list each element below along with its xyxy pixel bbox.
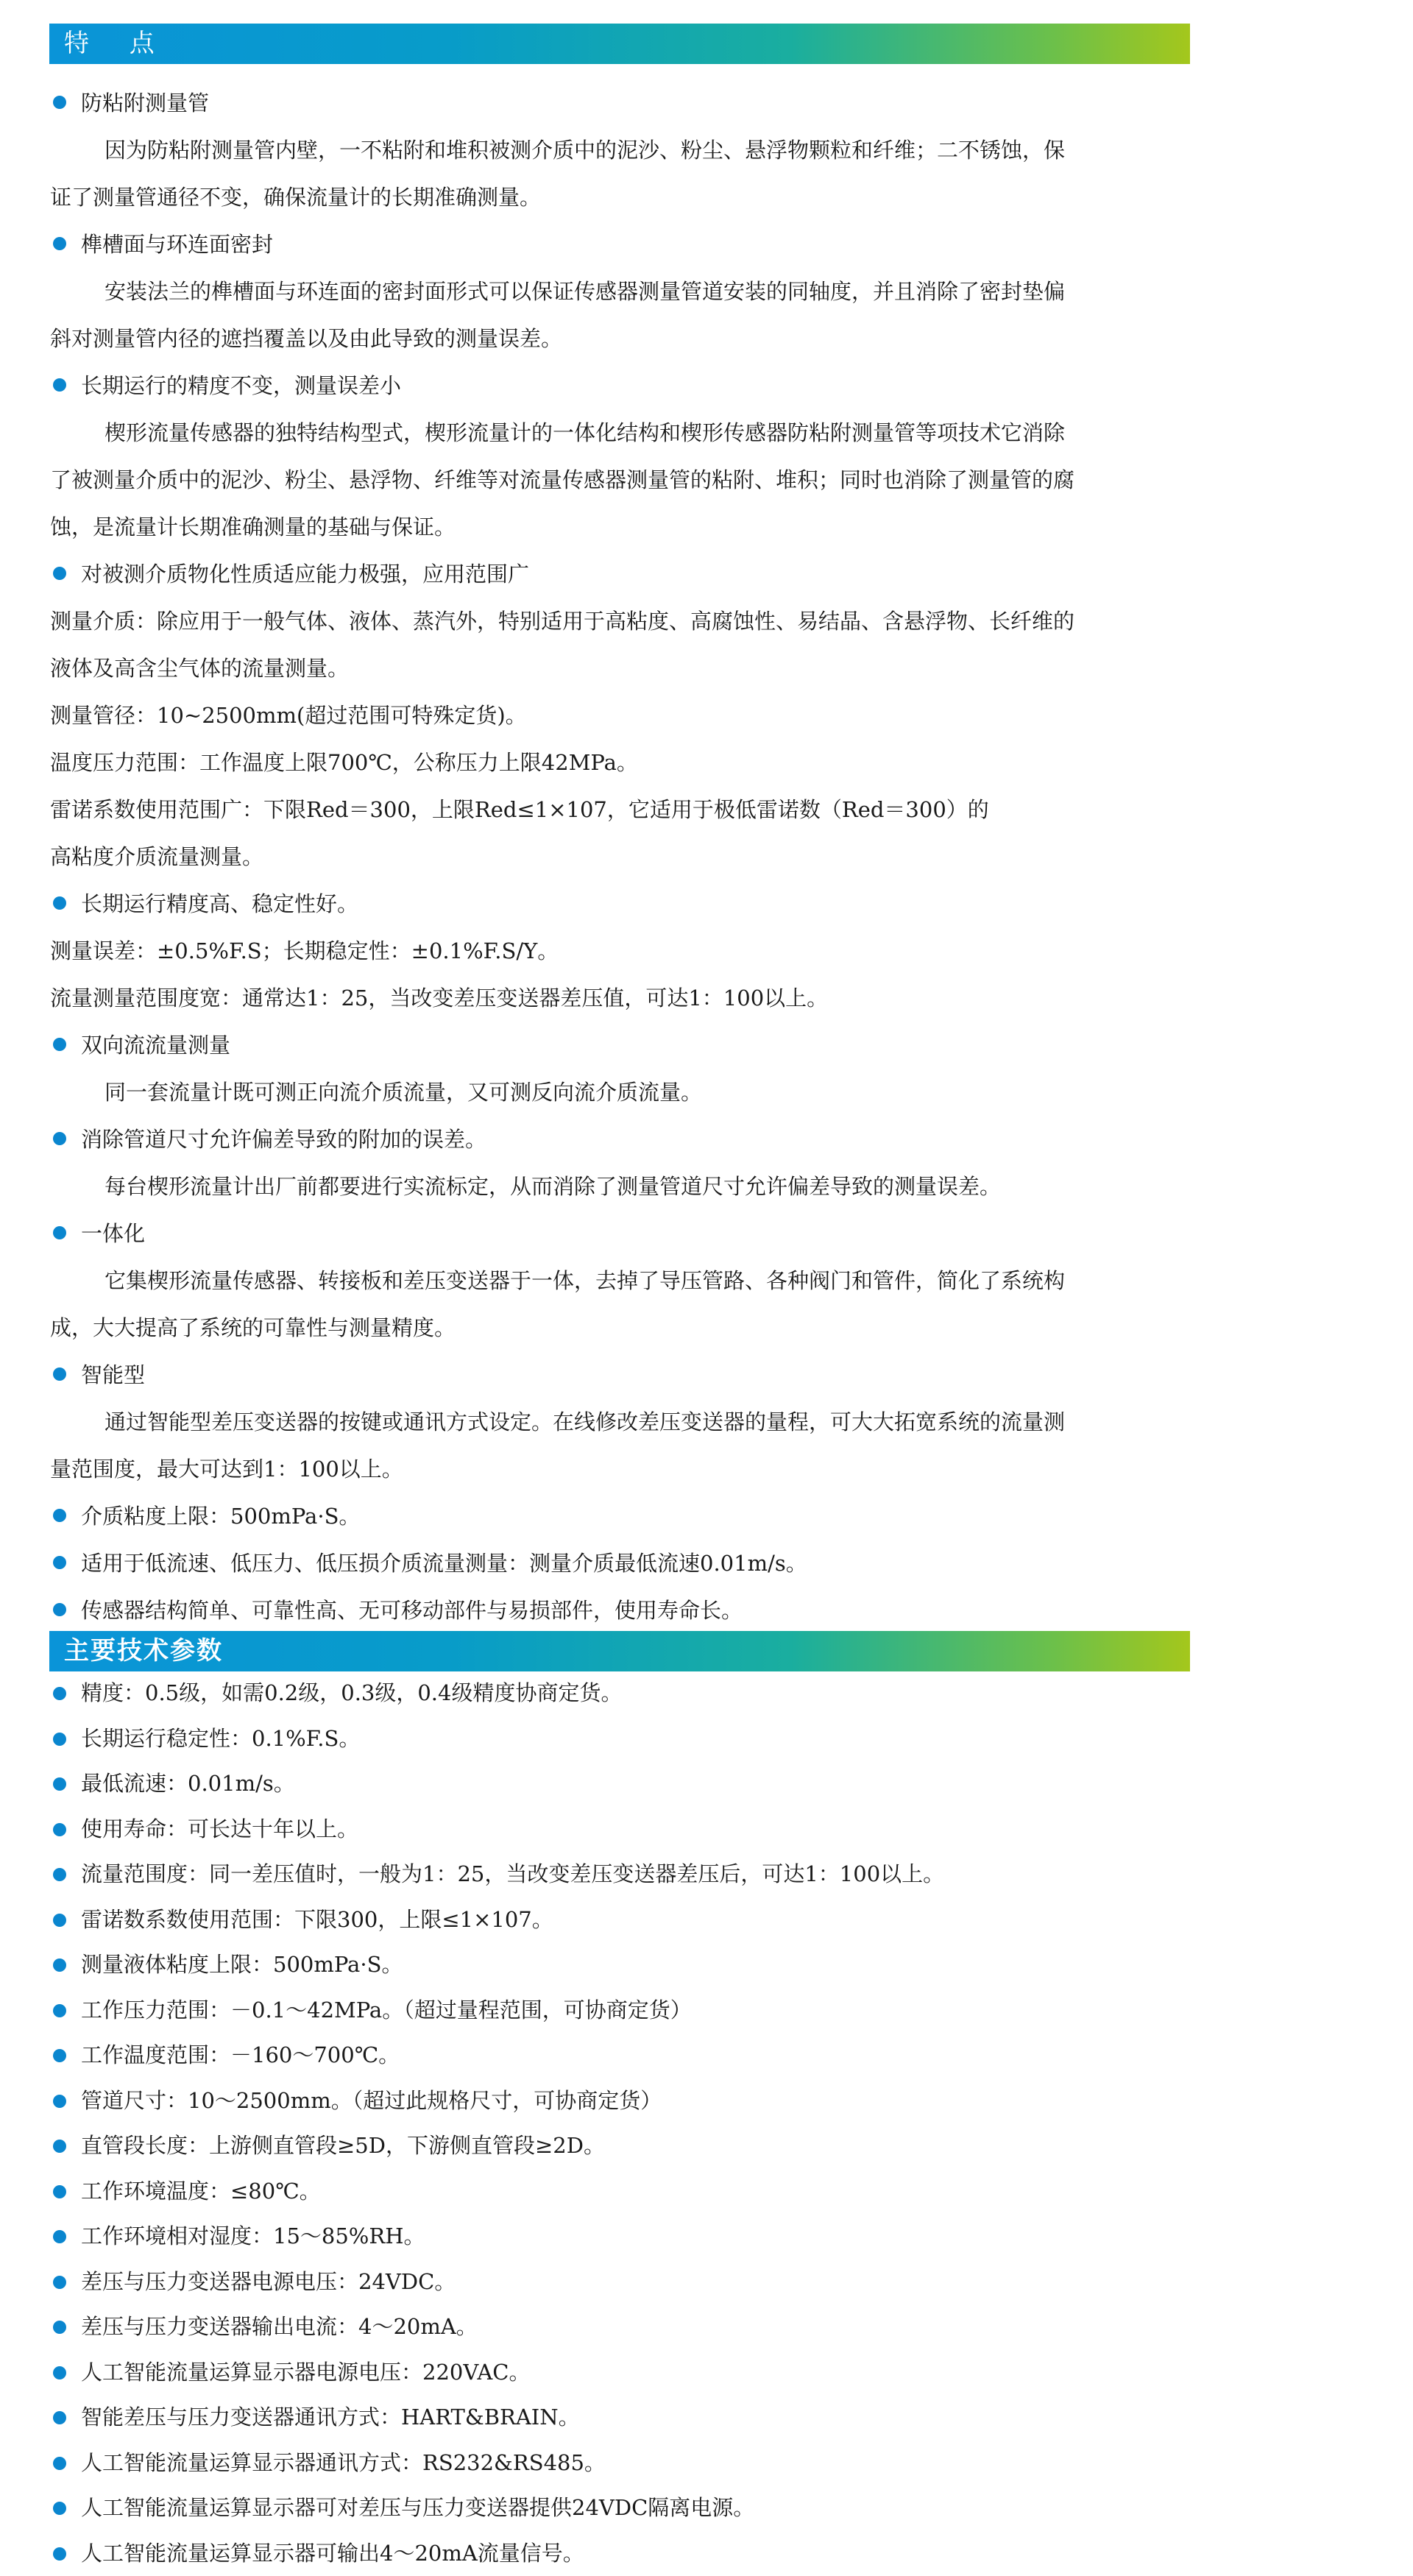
paragraph-line: 每台楔形流量计出厂前都要进行实流标定，从而消除了测量管道尺寸允许偏差导致的测量误差。	[105, 1174, 1002, 1199]
paragraph-line: 量范围度，最大可达到1：100以上。	[50, 1457, 403, 1482]
bullet-item: 人工智能流量运算显示器通讯方式：RS232&RS485。	[0, 2441, 1413, 2486]
bullet-item: 一体化	[0, 1210, 1413, 1257]
bullet-item: 差压与压力变送器电源电压：24VDC。	[0, 2260, 1413, 2305]
paragraph-line: 温度压力范围：工作温度上限700℃，公称压力上限42MPa。	[50, 750, 638, 775]
bullet-item: 流量范围度：同一差压值时，一般为1：25，当改变差压变送器差压后，可达1：100以上。	[0, 1852, 1413, 1897]
paragraph-line: 通过智能型差压变送器的按键或通讯方式设定。在线修改差压变送器的量程，可大大拓宽系统的流量测	[105, 1409, 1066, 1434]
bullet-item: 榫槽面与环连面密封	[0, 221, 1413, 268]
paragraph-line: 了被测量介质中的泥沙、粉尘、悬浮物、纤维等对流量传感器测量管的粘附、堆积；同时也消除了测量管的腐	[50, 467, 1075, 492]
bullet-item: 工作环境温度：≤80℃。	[0, 2169, 1413, 2215]
bullet-item: 工作压力范围：－0.1～42MPa。（超过量程范围，可协商定货）	[0, 1988, 1413, 2034]
bullet-item: 防粘附测量管	[0, 79, 1413, 127]
bullet-item: 测量液体粘度上限：500mPa·S。	[0, 1942, 1413, 1988]
bullet-item: 双向流流量测量	[0, 1022, 1413, 1069]
bullet-item: 长期运行稳定性：0.1%F.S。	[0, 1716, 1413, 1762]
bullet-item: 长期运行精度高、稳定性好。	[0, 880, 1413, 927]
bullet-item: 最低流速：0.01m/s。	[0, 1761, 1413, 1807]
bullet-item: 智能差压与压力变送器通讯方式：HART&BRAIN。	[0, 2395, 1413, 2441]
bullet-item: 适用于低流速、低压力、低压损介质流量测量：测量介质最低流速0.01m/s。	[0, 1540, 1413, 1587]
paragraph-line: 流量测量范围度宽：通常达1：25，当改变差压变送器差压值，可达1：100以上。	[50, 986, 829, 1011]
bullet-item: 人工智能流量运算显示器可输出4～20mA流量信号。	[0, 2531, 1413, 2576]
bullet-item: 对被测介质物化性质适应能力极强，应用范围广	[0, 551, 1413, 598]
paragraph-line: 楔形流量传感器的独特结构型式，楔形流量计的一体化结构和楔形传感器防粘附测量管等项技术它消除	[105, 420, 1066, 445]
paragraph-line: 测量管径：10~2500mm(超过范围可特殊定货)。	[50, 703, 527, 728]
bullet-item: 管道尺寸：10～2500mm。（超过此规格尺寸，可协商定货）	[0, 2078, 1413, 2124]
paragraph-line: 成，大大提高了系统的可靠性与测量精度。	[50, 1315, 456, 1340]
features-list	[0, 79, 1413, 1634]
bullet-item: 工作环境相对湿度：15～85%RH。	[0, 2214, 1413, 2260]
bullet-item: 雷诺数系数使用范围：下限300，上限≤1×107。	[0, 1897, 1413, 1943]
paragraph-line: 斜对测量管内径的遮挡覆盖以及由此导致的测量误差。	[50, 326, 563, 351]
specs-list	[0, 1671, 1413, 2576]
features-section-header: 特 点	[49, 24, 1190, 64]
paragraph-line: 液体及高含尘气体的流量测量。	[50, 656, 350, 681]
paragraph-line: 安装法兰的榫槽面与环连面的密封面形式可以保证传感器测量管道安装的同轴度，并且消除了密封垫偏	[105, 279, 1066, 304]
paragraph-line: 证了测量管通径不变，确保流量计的长期准确测量。	[50, 185, 542, 210]
paragraph-line: 雷诺系数使用范围广：下限Red＝300，上限Red≤1×107，它适用于极低雷诺数（Red＝300）的	[50, 797, 989, 822]
bullet-item: 人工智能流量运算显示器电源电压：220VAC。	[0, 2350, 1413, 2396]
paragraph-line: 同一套流量计既可测正向流介质流量，又可测反向流介质流量。	[105, 1080, 703, 1105]
bullet-item: 长期运行的精度不变，测量误差小	[0, 362, 1413, 409]
bullet-item: 工作温度范围：－160～700℃。	[0, 2033, 1413, 2078]
paragraph-line: 蚀，是流量计长期准确测量的基础与保证。	[50, 514, 456, 539]
bullet-item: 使用寿命：可长达十年以上。	[0, 1807, 1413, 1853]
bullet-item: 介质粘度上限：500mPa·S。	[0, 1493, 1413, 1540]
bullet-item: 差压与压力变送器输出电流：4～20mA。	[0, 2304, 1413, 2350]
bullet-item: 人工智能流量运算显示器可对差压与压力变送器提供24VDC隔离电源。	[0, 2485, 1413, 2531]
bullet-item: 消除管道尺寸允许偏差导致的附加的误差。	[0, 1116, 1413, 1163]
paragraph-line: 测量误差：±0.5%F.S；长期稳定性：±0.1%F.S/Y。	[50, 938, 559, 963]
paragraph-line: 测量介质：除应用于一般气体、液体、蒸汽外，特别适用于高粘度、高腐蚀性、易结晶、含悬浮物、长纤维的	[50, 609, 1075, 634]
bullet-item: 直管段长度：上游侧直管段≥5D，下游侧直管段≥2D。	[0, 2123, 1413, 2169]
specs-section-header: 主要技术参数	[49, 1631, 1190, 1671]
bullet-item: 传感器结构简单、可靠性高、无可移动部件与易损部件，使用寿命长。	[0, 1587, 1413, 1634]
bullet-item: 智能型	[0, 1351, 1413, 1398]
bullet-item: 精度：0.5级，如需0.2级，0.3级，0.4级精度协商定货。	[0, 1671, 1413, 1716]
paragraph-line: 因为防粘附测量管内壁，一不粘附和堆积被测介质中的泥沙、粉尘、悬浮物颗粒和纤维；二不锈蚀，保	[105, 138, 1066, 163]
paragraph-line: 它集楔形流量传感器、转接板和差压变送器于一体，去掉了导压管路、各种阀门和管件，简化了系统构	[105, 1268, 1066, 1293]
paragraph-line: 高粘度介质流量测量。	[50, 844, 264, 869]
